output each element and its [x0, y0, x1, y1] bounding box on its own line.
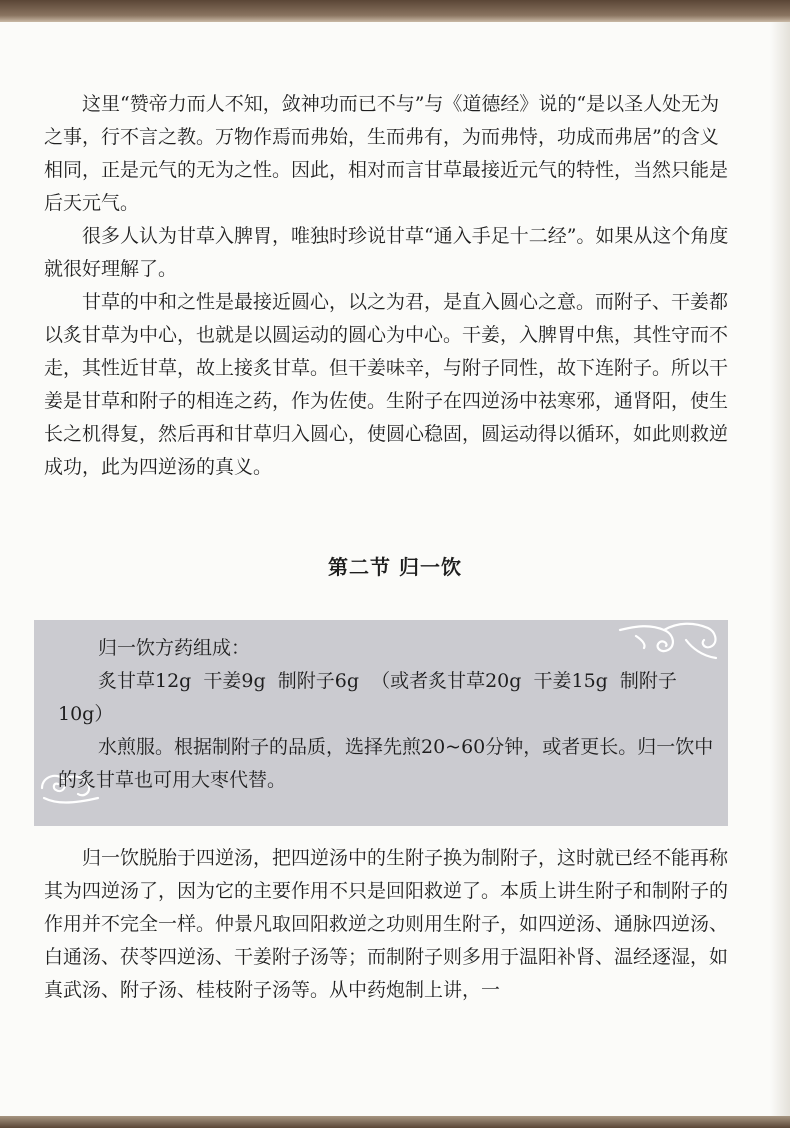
- formula-instructions: 水煎服。根据制附子的品质，选择先煎20~60分钟，或者更长。归一饮中的炙甘草也可用大枣代替。: [58, 736, 714, 791]
- paragraph-dao-de-jing: 这里“赞帝力而人不知，敛神功而已不与”与《道德经》说的“是以圣人处无为之事，行不言之教。万物作焉而弗始，生而弗有，为而弗恃，功成而弗居”的含义相同，正是元气的无为之性。因此，相对而言甘草最接近元气的特性，当然只能是后天元气。: [44, 93, 729, 214]
- page-bottom-border: [0, 1116, 790, 1128]
- paragraph-center-of-circle: 甘草的中和之性是最接近圆心，以之为君，是直入圆心之意。而附子、干姜都以炙甘草为中心，也就是以圆运动的圆心为中心。干姜，入脾胃中焦，其性守而不走，其性近甘草，故上接炙甘草。但干姜味辛，与附子同性，故下连附子。所以干姜是甘草和附子的相连之药，作为佐使。生附子在四逆汤中祛寒邪，通肾阳，使生长之机得复，然后再和甘草归入圆心，使圆心稳固，圆运动得以循环，如此则救逆成功，此为四逆汤的真义。: [44, 291, 729, 478]
- formula-ingredients: 炙甘草12g 干姜9g 制附子6g （或者炙甘草20g 干姜15g 制附子10g）: [58, 670, 677, 725]
- paragraph-guiyiyin-origin: 归一饮脱胎于四逆汤，把四逆汤中的生附子换为制附子，这时就已经不能再称其为四逆汤了，因为它的主要作用不只是回阳救逆了。本质上讲生附子和制附子的作用并不完全一样。仲景凡取回阳救逆之功则用生附子，如四逆汤、通脉四逆汤、白通汤、茯苓四逆汤、干姜附子汤等；而制附子则多用于温阳补肾、温经逐湿，如真武汤、附子汤、桂枝附子汤等。从中药炮制上讲，一: [44, 847, 729, 1001]
- formula-heading: 归一饮方药组成：: [98, 637, 251, 659]
- paragraph-gancao-meridians: 很多人认为甘草入脾胃，唯独时珍说甘草“通入手足十二经”。如果从这个角度就很好理解了。: [44, 225, 729, 280]
- formula-box: [34, 620, 728, 826]
- page-top-border: [0, 0, 790, 22]
- section-title: 第二节 归一饮: [328, 555, 462, 579]
